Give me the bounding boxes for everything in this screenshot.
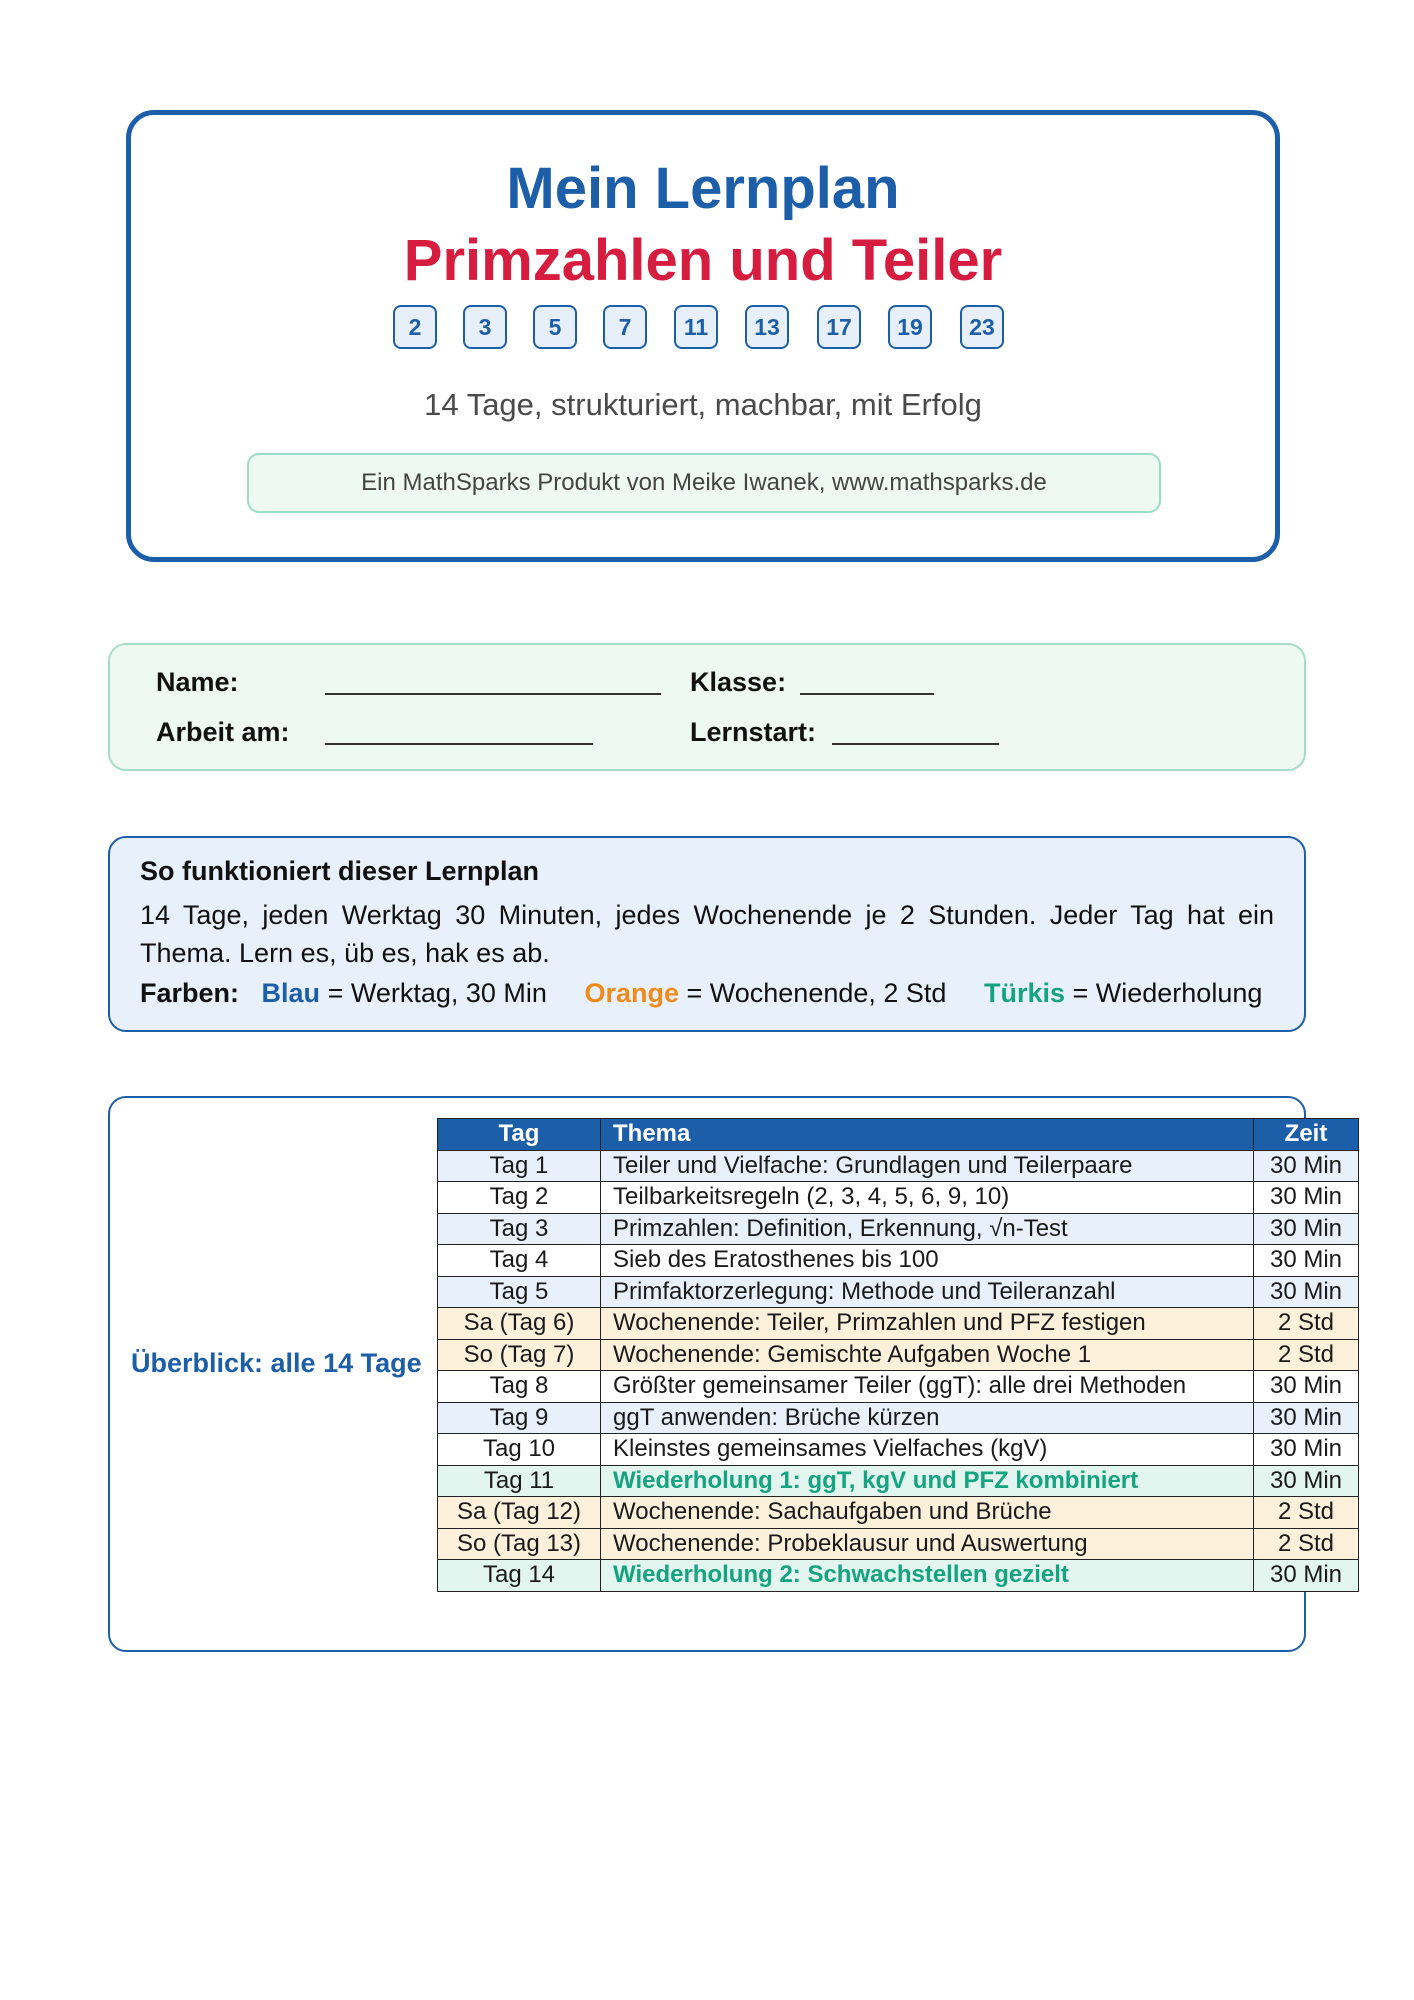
cell-thema: Primzahlen: Definition, Erkennung, √n-Test [601, 1213, 1254, 1245]
cell-tag: Sa (Tag 6) [438, 1308, 601, 1340]
cell-thema: Wochenende: Teiler, Primzahlen und PFZ festigen [601, 1308, 1254, 1340]
table-row [438, 1371, 1359, 1403]
cell-zeit: 2 Std [1254, 1308, 1359, 1340]
plan-table-body [438, 1150, 1359, 1591]
cell-thema: Größter gemeinsamer Teiler (ggT): alle drei Methoden [601, 1371, 1254, 1403]
prime-badge: 2 [393, 305, 437, 349]
cell-tag: Tag 5 [438, 1276, 601, 1308]
overview-label: Überblick: alle 14 Tage [131, 1348, 422, 1378]
cell-thema: Kleinstes gemeinsames Vielfaches (kgV) [601, 1434, 1254, 1466]
cell-zeit: 30 Min [1254, 1182, 1359, 1214]
table-row [438, 1560, 1359, 1592]
table-row [438, 1465, 1359, 1497]
cell-zeit: 30 Min [1254, 1150, 1359, 1182]
cell-thema: Teiler und Vielfache: Grundlagen und Teilerpaare [601, 1150, 1254, 1182]
prime-badges [131, 305, 1275, 351]
info-body: 14 Tage, jeden Werktag 30 Minuten, jedes Wochenende je 2 Stunden. Jeder Tag hat ein Thema. Lern es, üb es, hak es ab. [140, 900, 1274, 968]
cell-tag: So (Tag 13) [438, 1528, 601, 1560]
cell-tag: Tag 9 [438, 1402, 601, 1434]
legend-blue-desc: = Werktag, 30 Min [327, 978, 547, 1008]
cell-zeit: 30 Min [1254, 1402, 1359, 1434]
page-subtitle: Primzahlen und Teiler [403, 228, 1003, 293]
legend-teal-desc: = Wiederholung [1072, 978, 1263, 1008]
student-info-form [108, 643, 1306, 771]
cell-thema: Wochenende: Probeklausur und Auswertung [601, 1528, 1254, 1560]
cell-thema: ggT anwenden: Brüche kürzen [601, 1402, 1254, 1434]
table-row [438, 1150, 1359, 1182]
cell-zeit: 30 Min [1254, 1465, 1359, 1497]
name-field[interactable] [325, 693, 661, 695]
cell-tag: Tag 2 [438, 1182, 601, 1214]
cell-zeit: 30 Min [1254, 1213, 1359, 1245]
cell-thema: Sieb des Eratosthenes bis 100 [601, 1245, 1254, 1277]
cell-tag: Tag 14 [438, 1560, 601, 1592]
cell-tag: Sa (Tag 12) [438, 1497, 601, 1529]
table-row [438, 1497, 1359, 1529]
lernstart-field[interactable] [832, 743, 999, 745]
arbeit-field[interactable] [325, 743, 593, 745]
cell-thema: Primfaktorzerlegung: Methode und Teileranzahl [601, 1276, 1254, 1308]
cell-thema: Wiederholung 2: Schwachstellen gezielt [601, 1560, 1254, 1592]
color-legend [140, 978, 1262, 1009]
info-box [108, 836, 1306, 1032]
cell-zeit: 30 Min [1254, 1371, 1359, 1403]
cell-tag: Tag 1 [438, 1150, 601, 1182]
tagline: 14 Tage, strukturiert, machbar, mit Erfolg [424, 387, 982, 422]
prime-badge: 3 [463, 305, 507, 349]
cell-tag: Tag 4 [438, 1245, 601, 1277]
column-header-thema: Thema [601, 1119, 1254, 1151]
lernstart-label: Lernstart: [690, 717, 817, 747]
cell-thema: Wiederholung 1: ggT, kgV und PFZ kombiniert [601, 1465, 1254, 1497]
cell-tag: Tag 10 [438, 1434, 601, 1466]
cell-thema: Wochenende: Gemischte Aufgaben Woche 1 [601, 1339, 1254, 1371]
prime-badge: 19 [888, 305, 932, 349]
table-row [438, 1528, 1359, 1560]
table-row [438, 1245, 1359, 1277]
cell-zeit: 2 Std [1254, 1528, 1359, 1560]
credit-banner: Ein MathSparks Produkt von Meike Iwanek, www.mathsparks.de [247, 453, 1161, 513]
prime-badge: 13 [745, 305, 789, 349]
cell-thema: Wochenende: Sachaufgaben und Brüche [601, 1497, 1254, 1529]
cell-thema: Teilbarkeitsregeln (2, 3, 4, 5, 6, 9, 10) [601, 1182, 1254, 1214]
table-row [438, 1434, 1359, 1466]
cell-zeit: 30 Min [1254, 1434, 1359, 1466]
page-title: Mein Lernplan [506, 156, 900, 221]
prime-badge: 23 [960, 305, 1004, 349]
name-label: Name: [156, 667, 239, 697]
legend-orange-word: Orange [584, 978, 679, 1008]
legend-teal-word: Türkis [983, 978, 1065, 1008]
title-card [126, 110, 1280, 562]
klasse-field[interactable] [800, 693, 934, 695]
legend-blue-word: Blau [261, 978, 321, 1008]
table-header-row [438, 1119, 1359, 1151]
klasse-label: Klasse: [690, 667, 787, 697]
table-row [438, 1308, 1359, 1340]
cell-zeit: 30 Min [1254, 1560, 1359, 1592]
prime-badge: 7 [603, 305, 647, 349]
table-row [438, 1339, 1359, 1371]
info-title: So funktioniert dieser Lernplan [140, 856, 540, 886]
cell-tag: Tag 8 [438, 1371, 601, 1403]
cell-zeit: 30 Min [1254, 1245, 1359, 1277]
column-header-zeit: Zeit [1254, 1119, 1359, 1151]
table-row [438, 1213, 1359, 1245]
cell-tag: So (Tag 7) [438, 1339, 601, 1371]
legend-orange-desc: = Wochenende, 2 Std [686, 978, 947, 1008]
column-header-tag: Tag [438, 1119, 601, 1151]
arbeit-label: Arbeit am: [156, 717, 290, 747]
color-legend-label: Farben: [140, 978, 240, 1008]
cell-zeit: 30 Min [1254, 1276, 1359, 1308]
prime-badge: 11 [674, 305, 718, 349]
table-row [438, 1402, 1359, 1434]
plan-table [437, 1118, 1359, 1592]
table-row [438, 1182, 1359, 1214]
cell-zeit: 2 Std [1254, 1339, 1359, 1371]
cell-tag: Tag 11 [438, 1465, 601, 1497]
prime-badge: 17 [817, 305, 861, 349]
table-row [438, 1276, 1359, 1308]
cell-tag: Tag 3 [438, 1213, 601, 1245]
cell-zeit: 2 Std [1254, 1497, 1359, 1529]
prime-badge: 5 [533, 305, 577, 349]
